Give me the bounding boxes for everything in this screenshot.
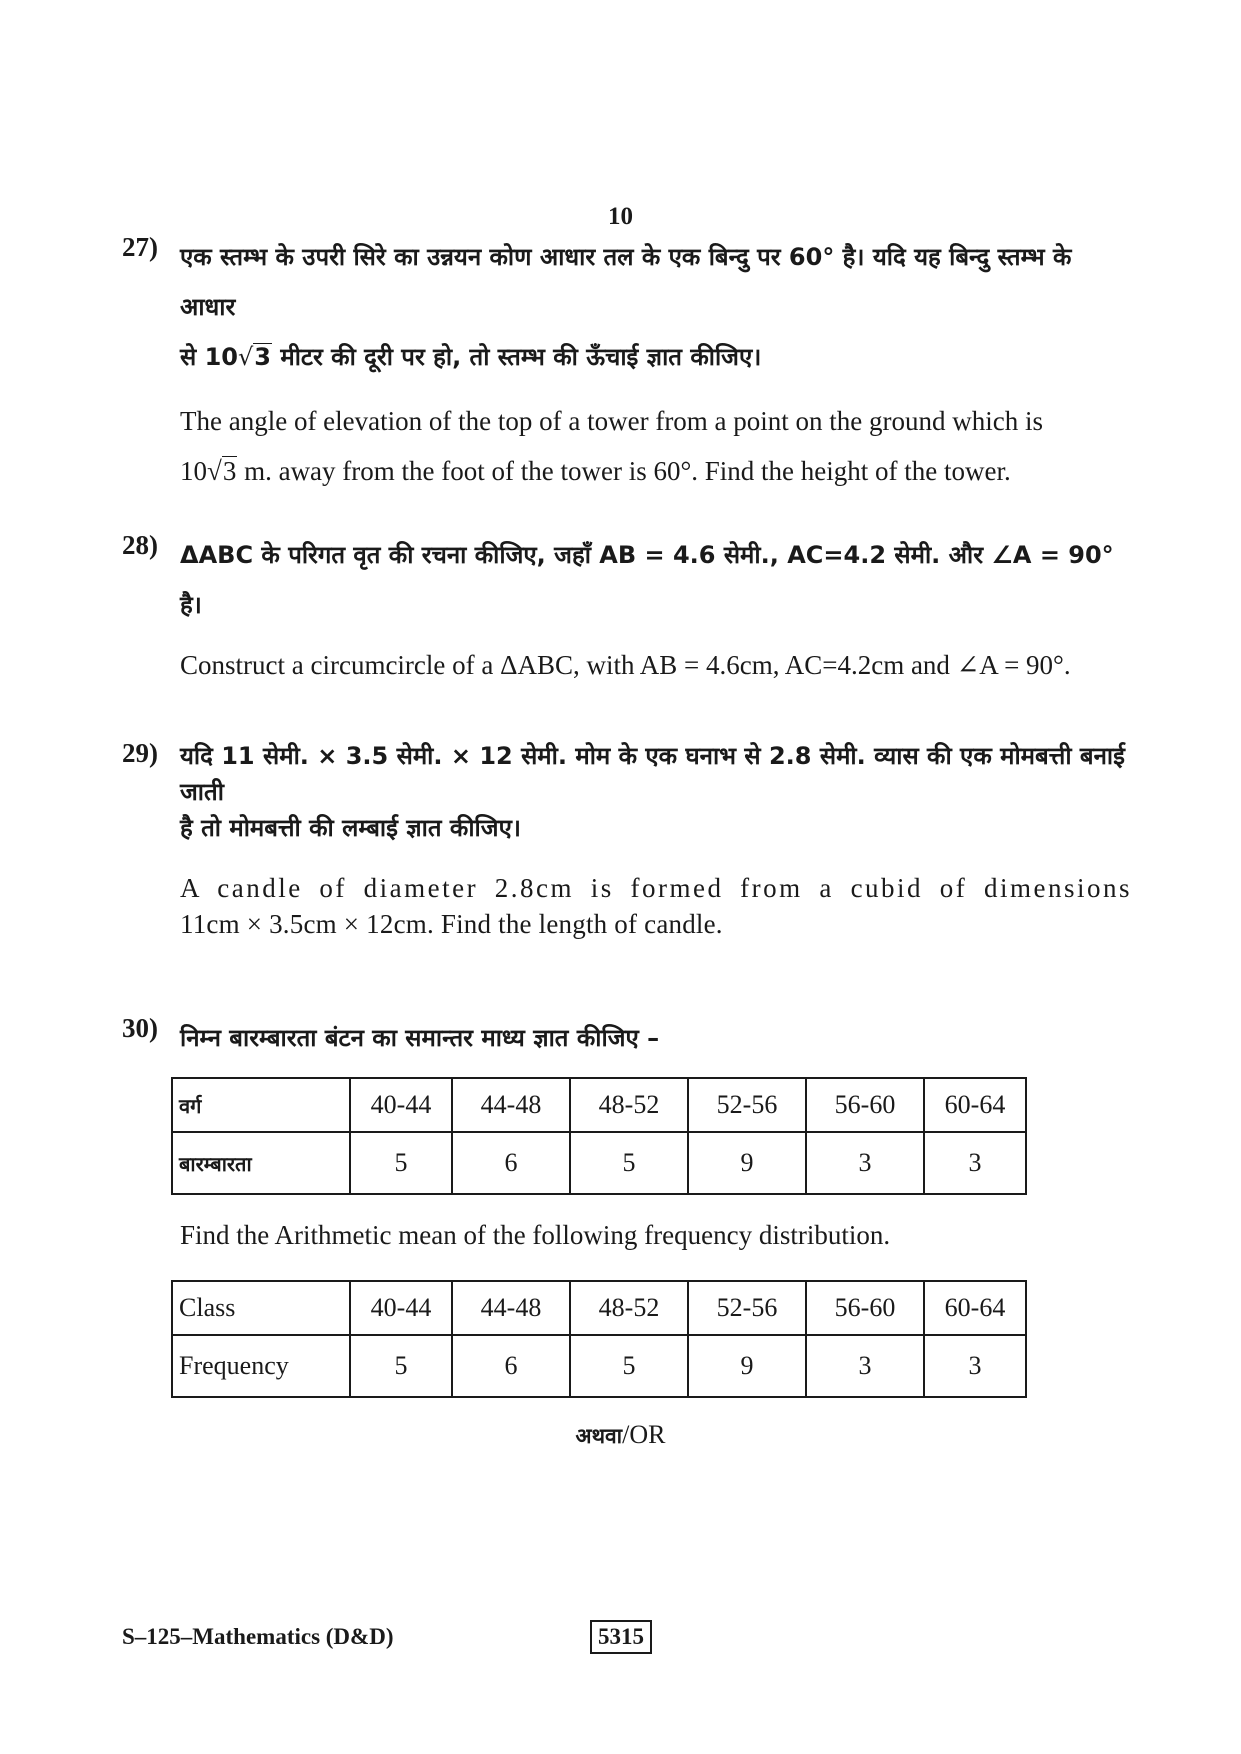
- question-28-hindi: ΔABC के परिगत वृत की रचना कीजिए, जहाँ AB = 4.6 सेमी., AC=4.2 सेमी. और ∠A = 90° है।: [180, 541, 1114, 619]
- frequency-cell: 9: [688, 1132, 806, 1194]
- page-number: 10: [608, 203, 633, 230]
- class-cell: 40-44: [350, 1078, 452, 1132]
- class-cell: 44-48: [452, 1078, 570, 1132]
- class-cell: 48-52: [570, 1281, 688, 1335]
- or-english: OR: [629, 1420, 666, 1449]
- question-28: [122, 530, 1132, 690]
- frequency-cell: 5: [350, 1335, 452, 1397]
- frequency-cell: 6: [452, 1335, 570, 1397]
- class-cell: 44-48: [452, 1281, 570, 1335]
- frequency-table-english: [171, 1280, 1027, 1398]
- english-line-1: A candle of diameter 2.8cm is formed from a cubid of dimensions: [180, 873, 1132, 903]
- question-30-english: Find the Arithmetic mean of the following frequency distribution.: [180, 1220, 891, 1250]
- footer-code: 5315: [590, 1620, 652, 1654]
- table-row: [172, 1078, 1026, 1132]
- table-row: [172, 1335, 1026, 1397]
- question-29: [122, 738, 1132, 942]
- class-label: Class: [172, 1281, 350, 1335]
- question-27: [122, 232, 1132, 496]
- question-number: 30): [122, 1013, 158, 1043]
- question-29-english: [180, 870, 1132, 942]
- or-slash: /: [622, 1420, 630, 1449]
- frequency-label: Frequency: [172, 1335, 350, 1397]
- table-row: [172, 1132, 1026, 1194]
- question-number: 27): [122, 232, 158, 262]
- class-cell: 40-44: [350, 1281, 452, 1335]
- hindi-line-2: [180, 332, 1132, 382]
- frequency-table-hindi: [171, 1077, 1027, 1195]
- hindi-line-1: एक स्तम्भ के उपरी सिरे का उन्नयन कोण आधार तल के एक बिन्दु पर 60° है। यदि यह बिन्दु स्तम्भ के आधार: [180, 243, 1072, 321]
- class-cell: 52-56: [688, 1281, 806, 1335]
- radicand: 3: [254, 343, 271, 371]
- english-line-2: 11cm × 3.5cm × 12cm. Find the length of candle.: [180, 909, 723, 939]
- or-separator: [0, 1420, 1241, 1450]
- frequency-cell: 5: [570, 1335, 688, 1397]
- frequency-cell: 5: [350, 1132, 452, 1194]
- question-30-english-wrap: [122, 1210, 1132, 1260]
- english-text: m. away from the foot of the tower is 60°. Find the height of the tower.: [237, 456, 1011, 486]
- question-27-english: [180, 396, 1132, 496]
- frequency-cell: 6: [452, 1132, 570, 1194]
- sqrt-sign: √: [207, 456, 222, 486]
- question-30: [122, 1013, 1132, 1063]
- radicand: 3: [222, 456, 237, 486]
- class-cell: 60-64: [924, 1078, 1026, 1132]
- english-line-1: The angle of elevation of the top of a tower from a point on the ground which is: [180, 406, 1044, 436]
- class-cell: 60-64: [924, 1281, 1026, 1335]
- frequency-cell: 3: [924, 1335, 1026, 1397]
- english-text: 10: [180, 456, 207, 486]
- class-cell: 56-60: [806, 1281, 924, 1335]
- class-cell: 56-60: [806, 1078, 924, 1132]
- class-cell: 48-52: [570, 1078, 688, 1132]
- frequency-cell: 3: [806, 1132, 924, 1194]
- hindi-text: मीटर की दूरी पर हो, तो स्तम्भ की ऊँचाई ज्ञात कीजिए।: [271, 343, 762, 371]
- frequency-cell: 3: [806, 1335, 924, 1397]
- frequency-label: बारम्बारता: [172, 1132, 350, 1194]
- hindi-text: से 10: [180, 343, 238, 371]
- table-row: [172, 1281, 1026, 1335]
- question-27-hindi: [180, 232, 1132, 382]
- or-hindi: अथवा: [575, 1424, 623, 1448]
- hindi-line-1: यदि 11 सेमी. × 3.5 सेमी. × 12 सेमी. मोम के एक घनाभ से 2.8 सेमी. व्यास की एक मोमबत्ती बनाई जाती: [180, 742, 1125, 806]
- frequency-cell: 9: [688, 1335, 806, 1397]
- hindi-line-2: है तो मोमबत्ती की लम्बाई ज्ञात कीजिए।: [180, 814, 521, 842]
- frequency-cell: 5: [570, 1132, 688, 1194]
- frequency-cell: 3: [924, 1132, 1026, 1194]
- question-30-hindi: निम्न बारम्बारता बंटन का समान्तर माध्य ज्ञात कीजिए –: [180, 1024, 660, 1052]
- english-line-2: [180, 446, 1132, 496]
- question-number: 29): [122, 738, 158, 768]
- sqrt-sign: √: [237, 343, 254, 371]
- footer-subject: S–125–Mathematics (D&D): [122, 1624, 394, 1649]
- class-cell: 52-56: [688, 1078, 806, 1132]
- question-number: 28): [122, 530, 158, 560]
- question-29-hindi: [180, 738, 1132, 846]
- class-label: वर्ग: [172, 1078, 350, 1132]
- question-28-english: Construct a circumcircle of a ΔABC, with AB = 4.6cm, AC=4.2cm and ∠A = 90°.: [180, 650, 1071, 680]
